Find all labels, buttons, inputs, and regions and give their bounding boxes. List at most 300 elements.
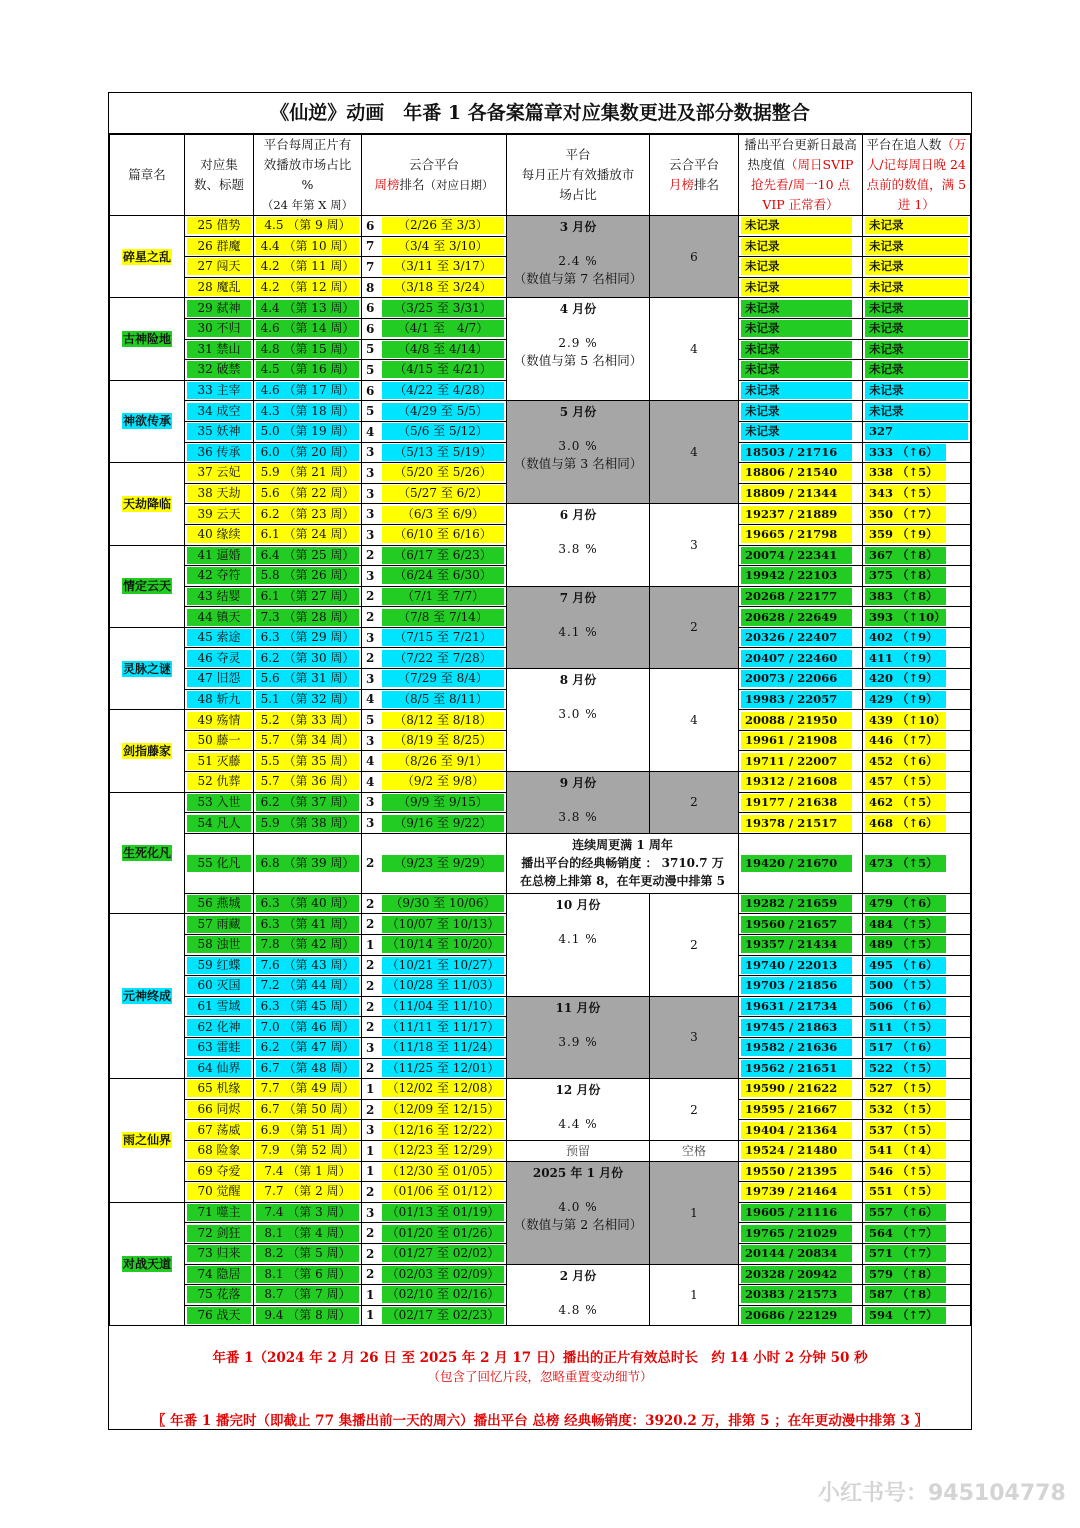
weekly-date-range: （01/13 至 01/19） xyxy=(382,1203,506,1223)
followers-cell: 446 （↑7） xyxy=(863,730,971,751)
weekly-rank-value: 3 xyxy=(366,795,375,810)
monthly-rank-cell: 2 xyxy=(650,772,739,834)
footer-note: （包含了回忆片段，忽略重置变动细节） xyxy=(427,1369,653,1384)
table-row xyxy=(110,504,971,525)
weekly-rank-cell xyxy=(362,813,507,834)
weekly-rank-value: 1 xyxy=(366,1081,375,1096)
episode-cell: 46 夺灵 xyxy=(185,648,254,669)
heat-cell: 未记录 xyxy=(739,298,863,319)
episode-cell: 52 仇葬 xyxy=(185,772,254,793)
weekly-rank-value: 2 xyxy=(366,1267,375,1282)
heat-cell: 19420 / 21670 xyxy=(739,833,863,893)
episode-cell: 35 妖神 xyxy=(185,421,254,442)
weekly-rank-cell xyxy=(362,955,507,976)
table-row xyxy=(110,1140,971,1161)
episode-cell: 59 红蝶 xyxy=(185,955,254,976)
weekly-date-range: （8/5 至 8/11） xyxy=(382,690,506,710)
followers-cell: 484 （↑5） xyxy=(863,914,971,935)
weekly-rank-cell xyxy=(362,1243,507,1264)
followers-cell: 495 （↑6） xyxy=(863,955,971,976)
heat-cell: 19983 / 22057 xyxy=(739,689,863,710)
weekly-date-range: （11/11 至 11/17） xyxy=(382,1017,506,1037)
weekly-share-cell: 6.2 （第 37 周） xyxy=(254,792,362,813)
weekly-share-cell: 8.7 （第 7 周） xyxy=(254,1285,362,1306)
heat-cell: 19357 / 21434 xyxy=(739,935,863,956)
episode-cell: 27 闯天 xyxy=(185,257,254,278)
weekly-rank-value: 2 xyxy=(366,999,375,1014)
weekly-rank-cell xyxy=(362,1305,507,1326)
weekly-share-cell: 5.1 （第 32 周） xyxy=(254,689,362,710)
weekly-date-range: （12/30 至 01/05） xyxy=(382,1162,506,1182)
weekly-share-cell: 8.1 （第 6 周） xyxy=(254,1264,362,1285)
monthly-share-cell: 8 月份 3.0 % xyxy=(507,669,650,772)
data-table xyxy=(109,134,971,1326)
followers-cell: 未记录 xyxy=(863,298,971,319)
weekly-rank-cell xyxy=(362,893,507,914)
monthly-rank-cell: 2 xyxy=(650,1079,739,1141)
weekly-share-cell: 4.2 （第 11 周） xyxy=(254,257,362,278)
weekly-date-range: （5/6 至 5/12） xyxy=(382,422,506,442)
arc-name: 古神险地 xyxy=(110,298,185,380)
episode-cell: 30 不归 xyxy=(185,318,254,339)
episode-cell: 53 入世 xyxy=(185,792,254,813)
heat-cell: 19312 / 21608 xyxy=(739,772,863,793)
heat-cell: 19582 / 21636 xyxy=(739,1037,863,1058)
episode-cell: 75 花落 xyxy=(185,1285,254,1306)
followers-cell: 411 （↑9） xyxy=(863,648,971,669)
weekly-rank-cell xyxy=(362,833,507,893)
weekly-date-range: （9/2 至 9/8） xyxy=(382,772,506,792)
weekly-rank-cell xyxy=(362,298,507,319)
weekly-share-cell: 5.6 （第 22 周） xyxy=(254,483,362,504)
weekly-share-cell: 5.5 （第 35 周） xyxy=(254,751,362,772)
followers-cell: 468 （↑6） xyxy=(863,813,971,834)
heat-cell: 19282 / 21659 xyxy=(739,893,863,914)
weekly-rank-value: 6 xyxy=(366,321,375,336)
weekly-share-cell: 6.1 （第 24 周） xyxy=(254,524,362,545)
heat-cell: 19942 / 22103 xyxy=(739,566,863,587)
heat-cell: 未记录 xyxy=(739,401,863,422)
episode-cell: 69 夺爱 xyxy=(185,1161,254,1182)
weekly-rank-cell xyxy=(362,996,507,1017)
weekly-share-cell: 6.2 （第 30 周） xyxy=(254,648,362,669)
arc-name: 雨之仙界 xyxy=(110,1079,185,1203)
heat-cell: 未记录 xyxy=(739,318,863,339)
weekly-rank-cell xyxy=(362,627,507,648)
weekly-date-range: （6/17 至 6/23） xyxy=(382,546,506,566)
weekly-share-cell: 5.8 （第 26 周） xyxy=(254,566,362,587)
episode-cell: 76 战天 xyxy=(185,1305,254,1326)
weekly-date-range: （9/23 至 9/29） xyxy=(382,854,506,874)
followers-cell: 564 （↑7） xyxy=(863,1223,971,1244)
heat-cell: 19665 / 21798 xyxy=(739,524,863,545)
monthly-rank-cell: 3 xyxy=(650,996,739,1078)
weekly-date-range: （7/8 至 7/14） xyxy=(382,607,506,627)
header-arc: 篇章名 xyxy=(110,135,185,216)
followers-cell: 551 （↑5） xyxy=(863,1182,971,1203)
table-row xyxy=(110,1264,971,1285)
episode-cell: 40 缘续 xyxy=(185,524,254,545)
weekly-share-cell: 5.0 （第 19 周） xyxy=(254,421,362,442)
episode-cell: 74 隐居 xyxy=(185,1264,254,1285)
heat-cell: 20326 / 22407 xyxy=(739,627,863,648)
weekly-rank-cell xyxy=(362,1202,507,1223)
weekly-rank-value: 4 xyxy=(366,424,375,439)
heat-cell: 19237 / 21889 xyxy=(739,504,863,525)
weekly-date-range: （4/15 至 4/21） xyxy=(382,360,506,380)
followers-cell: 452 （↑6） xyxy=(863,751,971,772)
document-frame xyxy=(108,92,972,1430)
episode-cell: 49 殇情 xyxy=(185,710,254,731)
weekly-date-range: （12/09 至 12/15） xyxy=(382,1100,506,1120)
footer-final-ranking: 〖 年番 1 播完时（即截止 77 集播出前一天的周六）播出平台 总榜 经典畅销度：3920.2 万，排第 5 ；在年更动漫中排第 3 〗 xyxy=(151,1413,929,1429)
weekly-rank-cell xyxy=(362,216,507,237)
data-table-container xyxy=(109,134,971,1326)
weekly-rank-cell xyxy=(362,751,507,772)
followers-cell: 532 （↑5） xyxy=(863,1099,971,1120)
heat-cell: 未记录 xyxy=(739,216,863,237)
weekly-rank-value: 7 xyxy=(366,239,375,254)
episode-cell: 37 云妃 xyxy=(185,463,254,484)
episode-cell: 71 噬主 xyxy=(185,1202,254,1223)
weekly-rank-cell xyxy=(362,772,507,793)
weekly-share-cell: 7.2 （第 44 周） xyxy=(254,976,362,997)
followers-cell: 557 （↑6） xyxy=(863,1202,971,1223)
weekly-rank-value: 2 xyxy=(366,610,375,625)
heat-cell: 18809 / 21344 xyxy=(739,483,863,504)
weekly-share-cell: 6.1 （第 27 周） xyxy=(254,586,362,607)
episode-cell: 56 燕城 xyxy=(185,893,254,914)
weekly-rank-value: 2 xyxy=(366,1102,375,1117)
episode-cell: 62 化神 xyxy=(185,1017,254,1038)
followers-cell: 511 （↑5） xyxy=(863,1017,971,1038)
weekly-date-range: （3/4 至 3/10） xyxy=(382,237,506,257)
heat-cell: 19740 / 22013 xyxy=(739,955,863,976)
heat-cell: 19560 / 21657 xyxy=(739,914,863,935)
header-monthly-rank: 云合平台 月榜排名 xyxy=(650,135,739,216)
weekly-rank-value: 6 xyxy=(366,301,375,316)
monthly-share-cell: 9 月份 3.8 % xyxy=(507,772,650,834)
weekly-share-cell: 4.6 （第 14 周） xyxy=(254,318,362,339)
heat-cell: 19590 / 21622 xyxy=(739,1079,863,1100)
weekly-rank-value: 3 xyxy=(366,1040,375,1055)
weekly-date-range: （12/16 至 12/22） xyxy=(382,1120,506,1140)
followers-cell: 未记录 xyxy=(863,236,971,257)
monthly-share-cell: 3 月份 2.4 % （数值与第 7 名相同） xyxy=(507,216,650,298)
weekly-rank-cell xyxy=(362,689,507,710)
weekly-rank-value: 6 xyxy=(366,383,375,398)
followers-cell: 429 （↑9） xyxy=(863,689,971,710)
monthly-rank-cell: 1 xyxy=(650,1161,739,1264)
weekly-rank-cell xyxy=(362,442,507,463)
weekly-date-range: （9/9 至 9/15） xyxy=(382,793,506,813)
episode-cell: 54 凡人 xyxy=(185,813,254,834)
episode-cell: 29 弑神 xyxy=(185,298,254,319)
followers-cell: 541 （↑4） xyxy=(863,1140,971,1161)
followers-cell: 343 （↑5） xyxy=(863,483,971,504)
episode-cell: 72 剑狂 xyxy=(185,1223,254,1244)
weekly-rank-cell xyxy=(362,524,507,545)
weekly-rank-value: 1 xyxy=(366,1143,375,1158)
weekly-rank-value: 7 xyxy=(366,259,375,274)
heat-cell: 未记录 xyxy=(739,339,863,360)
followers-cell: 489 （↑5） xyxy=(863,935,971,956)
arc-name: 元神终成 xyxy=(110,914,185,1079)
episode-cell: 50 藤一 xyxy=(185,730,254,751)
followers-cell: 537 （↑5） xyxy=(863,1120,971,1141)
arc-name: 情定云天 xyxy=(110,545,185,627)
weekly-rank-value: 1 xyxy=(366,1164,375,1179)
arc-name: 神欲传承 xyxy=(110,380,185,462)
episode-cell: 33 主宰 xyxy=(185,380,254,401)
header-monthly-share: 平台 每月正片有效播放市场占比 xyxy=(507,135,650,216)
weekly-rank-value: 8 xyxy=(366,280,375,295)
weekly-rank-value: 3 xyxy=(366,465,375,480)
weekly-rank-value: 2 xyxy=(366,917,375,932)
heat-cell: 未记录 xyxy=(739,380,863,401)
weekly-date-range: （01/27 至 02/02） xyxy=(382,1244,506,1264)
weekly-share-cell: 5.7 （第 36 周） xyxy=(254,772,362,793)
weekly-rank-value: 3 xyxy=(366,568,375,583)
weekly-date-range: （7/1 至 7/7） xyxy=(382,587,506,607)
weekly-rank-cell xyxy=(362,1264,507,1285)
followers-cell: 350 （↑7） xyxy=(863,504,971,525)
weekly-rank-value: 3 xyxy=(366,816,375,831)
episode-cell: 63 雷蛙 xyxy=(185,1037,254,1058)
weekly-rank-cell xyxy=(362,1058,507,1079)
weekly-share-cell: 6.2 （第 47 周） xyxy=(254,1037,362,1058)
heat-cell: 19605 / 21116 xyxy=(739,1202,863,1223)
weekly-date-range: （12/23 至 12/29） xyxy=(382,1141,506,1161)
weekly-rank-cell xyxy=(362,421,507,442)
weekly-rank-cell xyxy=(362,730,507,751)
heat-cell: 20328 / 20942 xyxy=(739,1264,863,1285)
heat-cell: 18806 / 21540 xyxy=(739,463,863,484)
weekly-share-cell: 6.3 （第 29 周） xyxy=(254,627,362,648)
heat-cell: 19631 / 21734 xyxy=(739,996,863,1017)
followers-cell: 未记录 xyxy=(863,401,971,422)
weekly-rank-cell xyxy=(362,792,507,813)
followers-cell: 327 xyxy=(863,421,971,442)
heat-cell: 20383 / 21573 xyxy=(739,1285,863,1306)
page-title: 《仙逆》动画 年番 1 各备案篇章对应集数更进及部分数据整合 xyxy=(109,93,971,134)
weekly-date-range: （3/11 至 3/17） xyxy=(382,257,506,277)
followers-cell: 546 （↑5） xyxy=(863,1161,971,1182)
weekly-share-cell: 7.3 （第 28 周） xyxy=(254,607,362,628)
heat-cell: 19562 / 21651 xyxy=(739,1058,863,1079)
weekly-date-range: （4/1 至 4/7） xyxy=(382,319,506,339)
episode-cell: 73 归来 xyxy=(185,1243,254,1264)
heat-cell: 未记录 xyxy=(739,277,863,298)
weekly-rank-value: 2 xyxy=(366,548,375,563)
weekly-share-cell: 6.8 （第 39 周） xyxy=(254,833,362,893)
heat-cell: 未记录 xyxy=(739,421,863,442)
episode-cell: 70 觉醒 xyxy=(185,1182,254,1203)
heat-cell: 19739 / 21464 xyxy=(739,1182,863,1203)
episode-cell: 42 夺符 xyxy=(185,566,254,587)
heat-cell: 19177 / 21638 xyxy=(739,792,863,813)
heat-cell: 19745 / 21863 xyxy=(739,1017,863,1038)
weekly-date-range: （6/3 至 6/9） xyxy=(382,504,506,524)
weekly-date-range: （11/18 至 11/24） xyxy=(382,1038,506,1058)
monthly-share-cell: 7 月份 4.1 % xyxy=(507,586,650,668)
weekly-rank-value: 5 xyxy=(366,713,375,728)
weekly-rank-cell xyxy=(362,504,507,525)
episode-cell: 55 化凡 xyxy=(185,833,254,893)
weekly-share-cell: 4.6 （第 17 周） xyxy=(254,380,362,401)
episode-cell: 66 同烬 xyxy=(185,1099,254,1120)
monthly-share-cell: 2 月份 4.8 % xyxy=(507,1264,650,1326)
weekly-rank-value: 5 xyxy=(366,362,375,377)
episode-cell: 36 传承 xyxy=(185,442,254,463)
weekly-rank-value: 2 xyxy=(366,958,375,973)
heat-cell: 19524 / 21480 xyxy=(739,1140,863,1161)
monthly-rank-cell: 4 xyxy=(650,401,739,504)
weekly-rank-cell xyxy=(362,1140,507,1161)
weekly-share-cell: 5.7 （第 34 周） xyxy=(254,730,362,751)
weekly-share-cell: 8.1 （第 4 周） xyxy=(254,1223,362,1244)
table-row xyxy=(110,996,971,1017)
weekly-share-cell: 6.7 （第 48 周） xyxy=(254,1058,362,1079)
weekly-rank-cell xyxy=(362,935,507,956)
weekly-share-cell: 4.4 （第 10 周） xyxy=(254,236,362,257)
monthly-rank-cell: 1 xyxy=(650,1264,739,1326)
weekly-rank-cell xyxy=(362,976,507,997)
weekly-rank-cell xyxy=(362,1079,507,1100)
weekly-rank-value: 3 xyxy=(366,671,375,686)
weekly-share-cell: 6.0 （第 20 周） xyxy=(254,442,362,463)
monthly-share-cell: 2025 年 1 月份 4.0 % （数值与第 2 名相同） xyxy=(507,1161,650,1264)
weekly-date-range: （4/8 至 4/14） xyxy=(382,340,506,360)
weekly-share-cell: 4.3 （第 18 周） xyxy=(254,401,362,422)
weekly-rank-cell xyxy=(362,277,507,298)
heat-cell: 19595 / 21667 xyxy=(739,1099,863,1120)
followers-cell: 527 （↑5） xyxy=(863,1079,971,1100)
weekly-rank-cell xyxy=(362,710,507,731)
weekly-date-range: （7/15 至 7/21） xyxy=(382,628,506,648)
weekly-rank-cell xyxy=(362,566,507,587)
heat-cell: 19765 / 21029 xyxy=(739,1223,863,1244)
episode-cell: 28 魔乱 xyxy=(185,277,254,298)
weekly-rank-value: 2 xyxy=(366,589,375,604)
weekly-rank-cell xyxy=(362,545,507,566)
heat-cell: 20073 / 22066 xyxy=(739,669,863,690)
heat-cell: 19550 / 21395 xyxy=(739,1161,863,1182)
followers-cell: 579 （↑8） xyxy=(863,1264,971,1285)
weekly-date-range: （10/21 至 10/27） xyxy=(382,956,506,976)
episode-cell: 67 荡威 xyxy=(185,1120,254,1141)
weekly-date-range: （6/24 至 6/30） xyxy=(382,566,506,586)
episode-cell: 25 借势 xyxy=(185,216,254,237)
weekly-rank-value: 2 xyxy=(366,1226,375,1241)
weekly-rank-value: 3 xyxy=(366,1205,375,1220)
followers-cell: 420 （↑9） xyxy=(863,669,971,690)
monthly-rank-cell: 2 xyxy=(650,586,739,668)
watermark: 小红书号：945104778 xyxy=(818,1481,1066,1506)
blank-cell: 空格 xyxy=(650,1140,739,1161)
followers-cell: 未记录 xyxy=(863,257,971,278)
heat-cell: 20074 / 22341 xyxy=(739,545,863,566)
heat-cell: 20686 / 22129 xyxy=(739,1305,863,1326)
episode-cell: 60 灭国 xyxy=(185,976,254,997)
monthly-rank-cell: 3 xyxy=(650,504,739,586)
followers-cell: 571 （↑7） xyxy=(863,1243,971,1264)
weekly-rank-value: 2 xyxy=(366,896,375,911)
weekly-share-cell: 4.4 （第 13 周） xyxy=(254,298,362,319)
weekly-date-range: （12/02 至 12/08） xyxy=(382,1079,506,1099)
table-row xyxy=(110,401,971,422)
followers-cell: 未记录 xyxy=(863,318,971,339)
weekly-rank-cell xyxy=(362,586,507,607)
weekly-share-cell: 5.9 （第 21 周） xyxy=(254,463,362,484)
followers-cell: 338 （↑5） xyxy=(863,463,971,484)
monthly-rank-cell: 4 xyxy=(650,298,739,401)
weekly-rank-cell xyxy=(362,1037,507,1058)
weekly-date-range: （11/04 至 11/10） xyxy=(382,997,506,1017)
weekly-date-range: （5/13 至 5/19） xyxy=(382,443,506,463)
weekly-rank-cell xyxy=(362,1161,507,1182)
weekly-rank-value: 3 xyxy=(366,527,375,542)
episode-cell: 47 旧怨 xyxy=(185,669,254,690)
followers-cell: 594 （↑7） xyxy=(863,1305,971,1326)
weekly-rank-value: 2 xyxy=(366,651,375,666)
weekly-share-cell: 6.4 （第 25 周） xyxy=(254,545,362,566)
weekly-date-range: （11/25 至 12/01） xyxy=(382,1059,506,1079)
weekly-date-range: （7/29 至 8/4） xyxy=(382,669,506,689)
followers-cell: 462 （↑5） xyxy=(863,792,971,813)
heat-cell: 20088 / 21950 xyxy=(739,710,863,731)
table-row xyxy=(110,669,971,690)
heat-cell: 20268 / 22177 xyxy=(739,586,863,607)
weekly-rank-value: 2 xyxy=(366,1020,375,1035)
weekly-date-range: （01/20 至 01/26） xyxy=(382,1223,506,1243)
weekly-share-cell: 4.5 （第 9 周） xyxy=(254,216,362,237)
heat-cell: 20407 / 22460 xyxy=(739,648,863,669)
weekly-rank-cell xyxy=(362,1223,507,1244)
followers-cell: 402 （↑9） xyxy=(863,627,971,648)
weekly-rank-cell xyxy=(362,360,507,381)
followers-cell: 473 （↑5） xyxy=(863,833,971,893)
weekly-rank-value: 4 xyxy=(366,774,375,789)
followers-cell: 未记录 xyxy=(863,380,971,401)
weekly-rank-value: 5 xyxy=(366,404,375,419)
header-weekly-rank: 云合平台 周榜排名（对应日期） xyxy=(362,135,507,216)
reserve-cell: 预留 xyxy=(507,1140,650,1161)
monthly-share-cell: 4 月份 2.9 % （数值与第 5 名相同） xyxy=(507,298,650,401)
weekly-rank-cell xyxy=(362,1099,507,1120)
monthly-share-cell: 5 月份 3.0 % （数值与第 3 名相同） xyxy=(507,401,650,504)
weekly-date-range: （8/19 至 8/25） xyxy=(382,731,506,751)
table-row xyxy=(110,772,971,793)
header-weekly-share: 平台每周正片有效播放市场占比 % （24 年第 X 周） xyxy=(254,135,362,216)
weekly-rank-value: 1 xyxy=(366,1287,375,1302)
weekly-share-cell: 7.0 （第 46 周） xyxy=(254,1017,362,1038)
weekly-share-cell: 6.9 （第 51 周） xyxy=(254,1120,362,1141)
episode-cell: 31 禁山 xyxy=(185,339,254,360)
table-row xyxy=(110,298,971,319)
weekly-rank-value: 3 xyxy=(366,486,375,501)
weekly-share-cell: 4.2 （第 12 周） xyxy=(254,277,362,298)
weekly-rank-value: 3 xyxy=(366,445,375,460)
weekly-date-range: （10/07 至 10/13） xyxy=(382,914,506,934)
monthly-share-cell: 10 月份 4.1 % xyxy=(507,893,650,996)
heat-cell: 20628 / 22649 xyxy=(739,607,863,628)
weekly-date-range: （7/22 至 7/28） xyxy=(382,648,506,668)
weekly-share-cell: 6.7 （第 50 周） xyxy=(254,1099,362,1120)
followers-cell: 未记录 xyxy=(863,216,971,237)
episode-cell: 61 雪域 xyxy=(185,996,254,1017)
weekly-rank-value: 4 xyxy=(366,692,375,707)
